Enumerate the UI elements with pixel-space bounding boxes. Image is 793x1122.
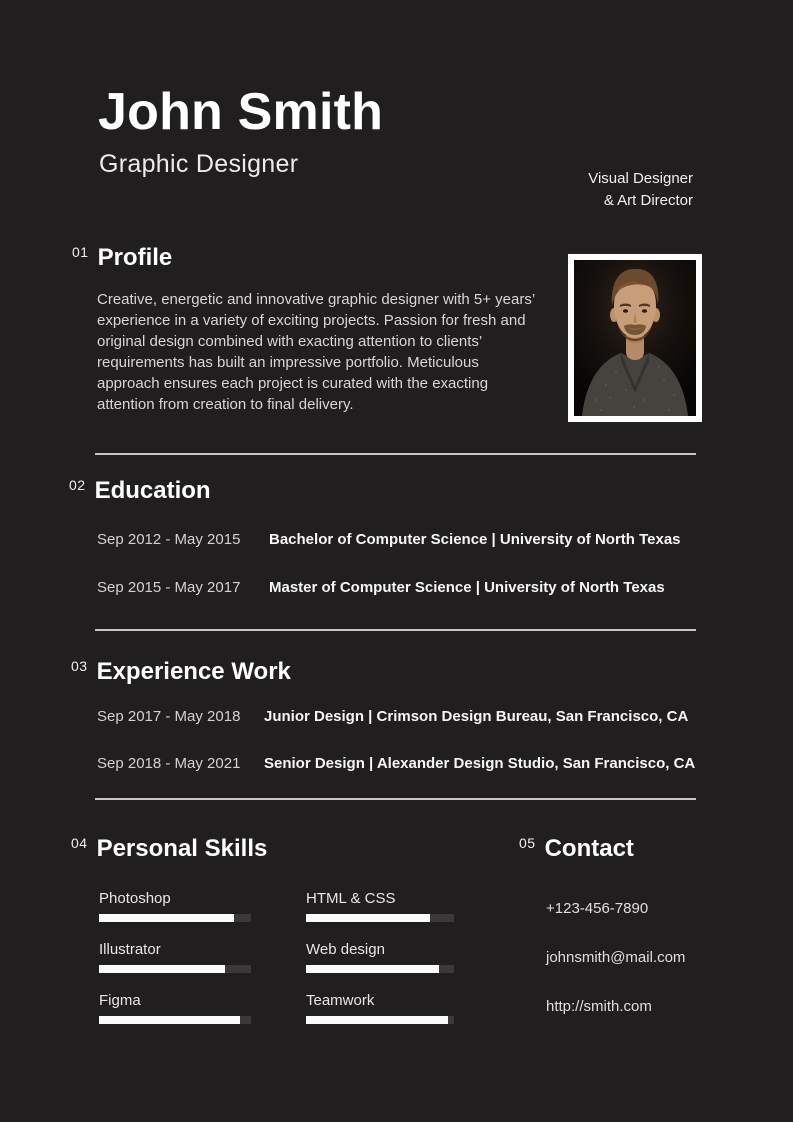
section-title: Experience Work (96, 658, 291, 685)
timeline-dates: Sep 2017 - May 2018 (97, 708, 241, 725)
timeline-dates: Sep 2012 - May 2015 (97, 531, 241, 548)
section-title: Education (94, 477, 211, 504)
skill-bar-fill (306, 1016, 448, 1024)
timeline-description: Master of Computer Science | University of North Texas (269, 579, 665, 596)
skill-item (99, 941, 251, 973)
section-number: 01 (72, 244, 89, 260)
contact-phone: +123-456-7890 (546, 900, 649, 917)
section-number: 04 (71, 835, 88, 851)
timeline-dates: Sep 2018 - May 2021 (97, 755, 241, 772)
skill-bar-track (306, 1016, 454, 1024)
skill-label: Photoshop (99, 890, 171, 907)
experience-list (97, 707, 695, 801)
skill-bar-track (306, 965, 454, 973)
timeline-dates: Sep 2015 - May 2017 (97, 579, 241, 596)
section-title: Personal Skills (96, 835, 268, 862)
skill-label: Teamwork (306, 992, 375, 1009)
contact-list (546, 899, 685, 1046)
education-list (97, 530, 681, 626)
skill-item (99, 992, 251, 1024)
skill-bar-track (99, 1016, 251, 1024)
skill-bar-fill (99, 965, 225, 973)
skill-label: Illustrator (99, 941, 161, 958)
section-heading-profile (72, 245, 172, 271)
contact-email: johnsmith@mail.com (546, 949, 686, 966)
profile-photo (568, 254, 702, 422)
section-heading-contact (519, 836, 634, 862)
tagline-line-2: & Art Director (603, 191, 693, 209)
profile-summary: Creative, energetic and innovative graphic designer with 5+ years’ experience in a variety of exciting projects. Passion for fresh and original design combined with exacting attention to clients’ requirements has built an impressive portfolio. Meticulous approach ensures each project is curated with the exacting attention from creation to final delivery. (97, 291, 535, 413)
skill-item (306, 941, 454, 973)
person-name: John Smith (98, 83, 384, 141)
section-heading-education (69, 478, 211, 504)
timeline-description: Junior Design | Crimson Design Bureau, San Francisco, CA (264, 708, 689, 725)
section-number: 03 (71, 658, 88, 674)
skill-bar-fill (306, 965, 439, 973)
tagline (588, 168, 693, 211)
timeline-description: Bachelor of Computer Science | University of North Texas (269, 531, 681, 548)
skills-grid (99, 890, 454, 1024)
skill-bar-track (99, 914, 251, 922)
section-number: 05 (519, 835, 536, 851)
skill-bar-track (306, 914, 454, 922)
skill-bar-track (99, 965, 251, 973)
skill-bar-fill (99, 1016, 240, 1024)
timeline-description: Senior Design | Alexander Design Studio, San Francisco, CA (264, 755, 696, 772)
skill-label: HTML & CSS (306, 890, 396, 907)
timeline-row (97, 530, 681, 550)
section-heading-experience (71, 659, 291, 685)
timeline-row (97, 578, 681, 598)
timeline-row (97, 707, 695, 727)
section-heading-skills (71, 836, 267, 862)
section-title: Profile (97, 244, 173, 271)
skill-item (306, 992, 454, 1024)
section-number: 02 (69, 477, 86, 493)
section-title: Contact (544, 835, 634, 862)
timeline-row (97, 754, 695, 774)
tagline-line-1: Visual Designer (588, 170, 693, 187)
skill-label: Web design (306, 941, 385, 958)
skill-bar-fill (99, 914, 234, 922)
contact-website: http://smith.com (546, 998, 652, 1015)
skill-item (306, 890, 454, 922)
skill-label: Figma (99, 992, 141, 1009)
portrait-illustration (574, 260, 696, 416)
divider-line (95, 629, 696, 631)
skill-item (99, 890, 251, 922)
divider-line (95, 453, 696, 455)
person-role: Graphic Designer (99, 150, 299, 178)
skill-bar-fill (306, 914, 430, 922)
